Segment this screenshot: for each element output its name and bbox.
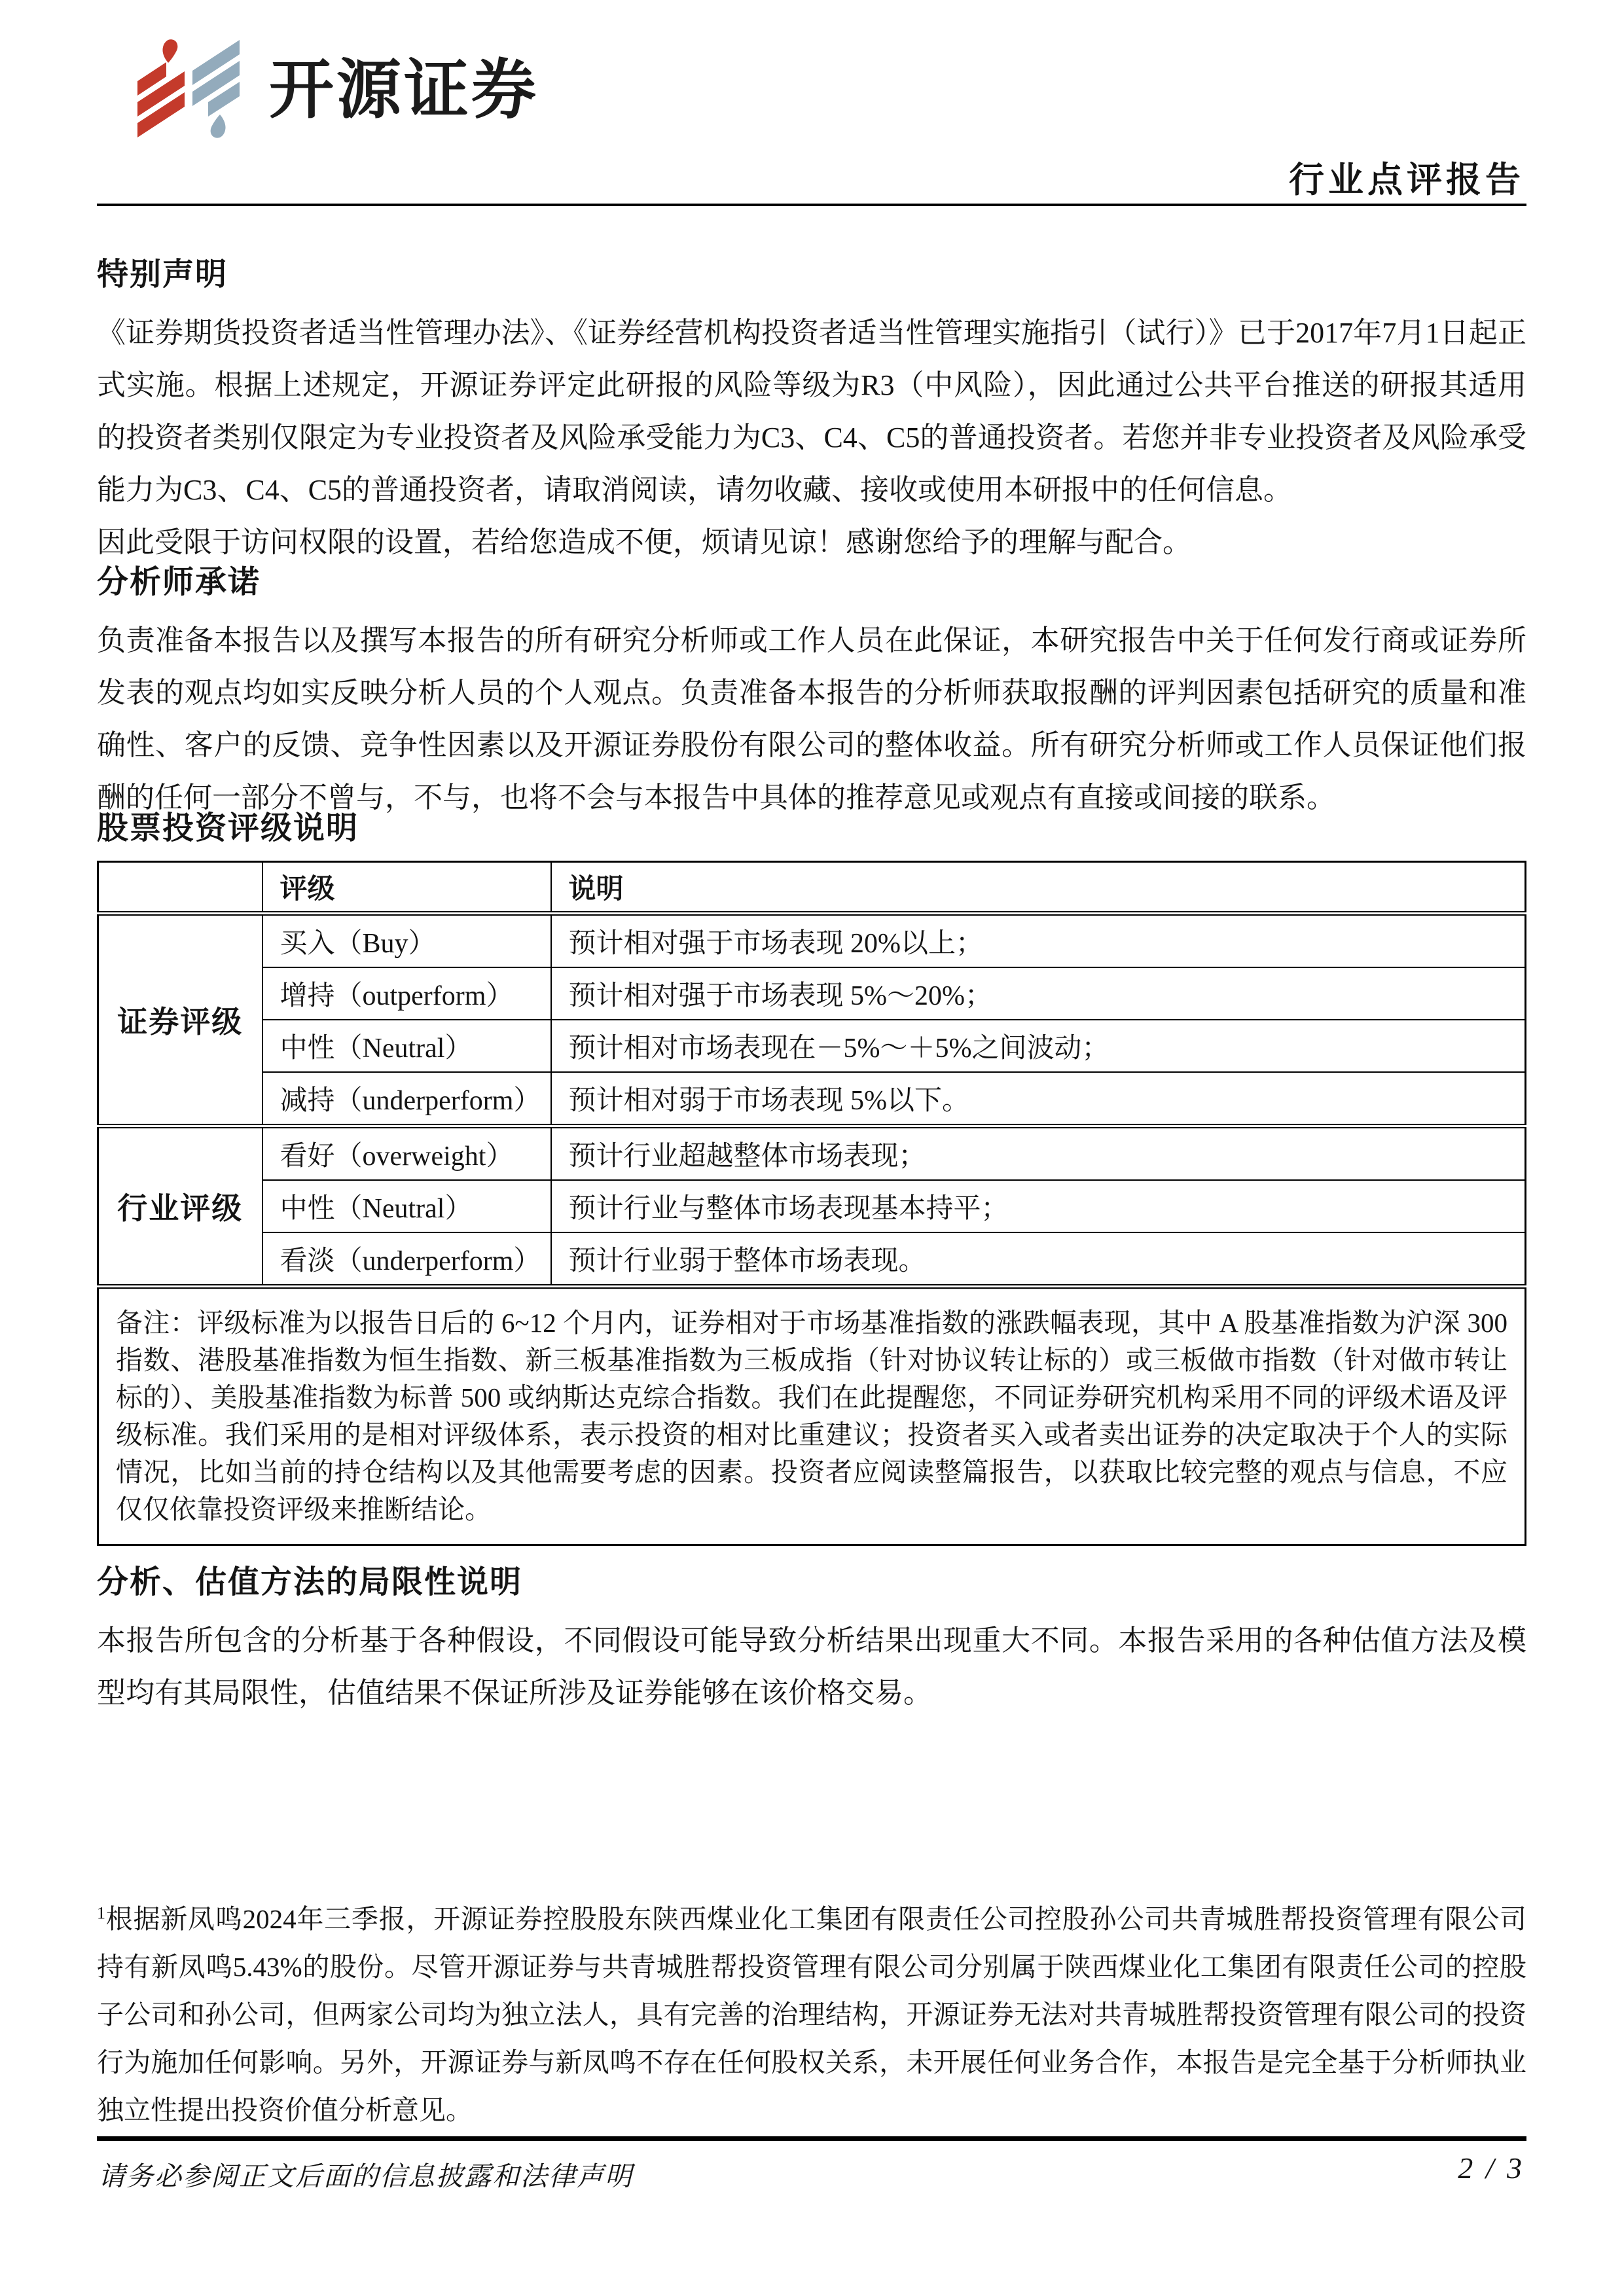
rating-table-corner-cell	[98, 862, 262, 914]
special-statement-heading: 特别声明	[97, 257, 228, 292]
rating-cell: 看好（overweight）	[262, 1126, 551, 1181]
header-rule	[97, 204, 1526, 206]
special-statement-paragraph-1: 《证券期货投资者适当性管理办法》、《证券经营机构投资者适当性管理实施指引（试行）》已于2017年7月1日起正式实施。根据上述规定，开源证券评定此研报的风险等级为R3（中风险），因此通过公共平台推送的研报其适用的投资者类别仅限定为专业投资者及风险承受能力为C3、C4、C5的普通投资者。若您并非专业投资者及风险承受能力为C3、C4、C5的普通投资者，请取消阅读，请勿收藏、接收或使用本研报中的任何信息。	[97, 317, 1526, 506]
description-cell: 预计相对弱于市场表现 5%以下。	[551, 1072, 1526, 1126]
report-type-label: 行业点评报告	[1289, 160, 1525, 200]
special-statement-paragraph-2: 因此受限于访问权限的设置，若给您造成不便，烦请见谅！感谢您给予的理解与配合。	[97, 526, 1191, 558]
rating-cell: 增持（outperform）	[262, 967, 551, 1020]
footnote	[97, 1895, 1526, 2134]
description-cell: 预计相对强于市场表现 5%～20%；	[551, 967, 1526, 1020]
footer-disclaimer: 请务必参阅正文后面的信息披露和法律声明	[98, 2161, 633, 2191]
rating-table-header-row	[98, 862, 1526, 914]
section-special-statement	[97, 249, 1526, 569]
rating-cell: 中性（Neutral）	[262, 1180, 551, 1232]
description-cell: 预计相对市场表现在－5%～＋5%之间波动；	[551, 1020, 1526, 1072]
rating-cell: 看淡（underperform）	[262, 1232, 551, 1287]
footnote-marker: 1	[97, 1903, 105, 1923]
description-column-header: 说明	[551, 862, 1526, 914]
rating-note-cell: 备注：评级标准为以报告日后的 6~12 个月内，证券相对于市场基准指数的涨跌幅表现，其中 A 股基准指数为沪深 300 指数、港股基准指数为恒生指数、新三板基准指数为三板成指（针对协议转让标的）或三板做市指数（针对做市转让标的）、美股基准指数为标普 500 或纳斯达克综合指数。我们在此提醒您，不同证券研究机构采用不同的评级术语及评级标准。我们采用的是相对评级体系，表示投资的相对比重建议；投资者买入或者卖出证券的决定取决于个人的实际情况，比如当前的持仓结构以及其他需要考虑的因素。投资者应阅读整篇报告，以获取比较完整的观点与信息，不应仅仅依靠投资评级来推断结论。	[98, 1287, 1526, 1545]
brand-name: 开源证券	[269, 52, 539, 126]
kaiyuan-logo-icon	[136, 39, 244, 139]
table-row	[98, 967, 1526, 1020]
rating-table	[97, 861, 1526, 1546]
table-note-row	[98, 1287, 1526, 1545]
rating-column-header: 评级	[262, 862, 551, 914]
section-rating-explanation	[97, 802, 1526, 1546]
table-row	[98, 1072, 1526, 1126]
analyst-pledge-heading: 分析师承诺	[97, 565, 261, 600]
table-row	[98, 1232, 1526, 1287]
header-logo	[136, 39, 539, 139]
group-label-securities: 证券评级	[98, 914, 262, 1126]
description-cell: 预计行业与整体市场表现基本持平；	[551, 1180, 1526, 1232]
footnote-text: 根据新凤鸣2024年三季报，开源证券控股股东陕西煤业化工集团有限责任公司控股孙公司共青城胜帮投资管理有限公司持有新凤鸣5.43%的股份。尽管开源证券与共青城胜帮投资管理有限公司分别属于陕西煤业化工集团有限责任公司的控股子公司和孙公司，但两家公司均为独立法人，具有完善的治理结构，开源证券无法对共青城胜帮投资管理有限公司的投资行为施加任何影响。另外，开源证券与新凤鸣不存在任何股权关系，未开展任何业务合作，本报告是完全基于分析师执业独立性提出投资价值分析意见。	[97, 1904, 1526, 2125]
section-valuation-limitations	[97, 1556, 1526, 1719]
group-label-industry: 行业评级	[98, 1126, 262, 1287]
page-number: 2 / 3	[1458, 2151, 1525, 2185]
rating-cell: 减持（underperform）	[262, 1072, 551, 1126]
section-analyst-pledge	[97, 556, 1526, 824]
valuation-limitations-paragraph: 本报告所包含的分析基于各种假设，不同假设可能导致分析结果出现重大不同。本报告采用的各种估值方法及模型均有其局限性，估值结果不保证所涉及证券能够在该价格交易。	[97, 1624, 1526, 1709]
logo-blue-leaf	[192, 40, 240, 138]
rating-explanation-heading: 股票投资评级说明	[97, 811, 359, 846]
table-row	[98, 914, 1526, 968]
rating-cell: 买入（Buy）	[262, 914, 551, 968]
footer-rule	[97, 2136, 1526, 2141]
description-cell: 预计行业超越整体市场表现；	[551, 1126, 1526, 1181]
table-row	[98, 1126, 1526, 1181]
table-row	[98, 1020, 1526, 1072]
description-cell: 预计相对强于市场表现 20%以上；	[551, 914, 1526, 968]
description-cell: 预计行业弱于整体市场表现。	[551, 1232, 1526, 1287]
analyst-pledge-paragraph: 负责准备本报告以及撰写本报告的所有研究分析师或工作人员在此保证，本研究报告中关于任何发行商或证券所发表的观点均如实反映分析人员的个人观点。负责准备本报告的分析师获取报酬的评判因素包括研究的质量和准确性、客户的反馈、竞争性因素以及开源证券股份有限公司的整体收益。所有研究分析师或工作人员保证他们报酬的任何一部分不曾与，不与，也将不会与本报告中具体的推荐意见或观点有直接或间接的联系。	[97, 624, 1526, 814]
rating-cell: 中性（Neutral）	[262, 1020, 551, 1072]
table-row	[98, 1180, 1526, 1232]
logo-red-leaf	[137, 39, 185, 137]
valuation-limitations-heading: 分析、估值方法的局限性说明	[97, 1565, 523, 1600]
